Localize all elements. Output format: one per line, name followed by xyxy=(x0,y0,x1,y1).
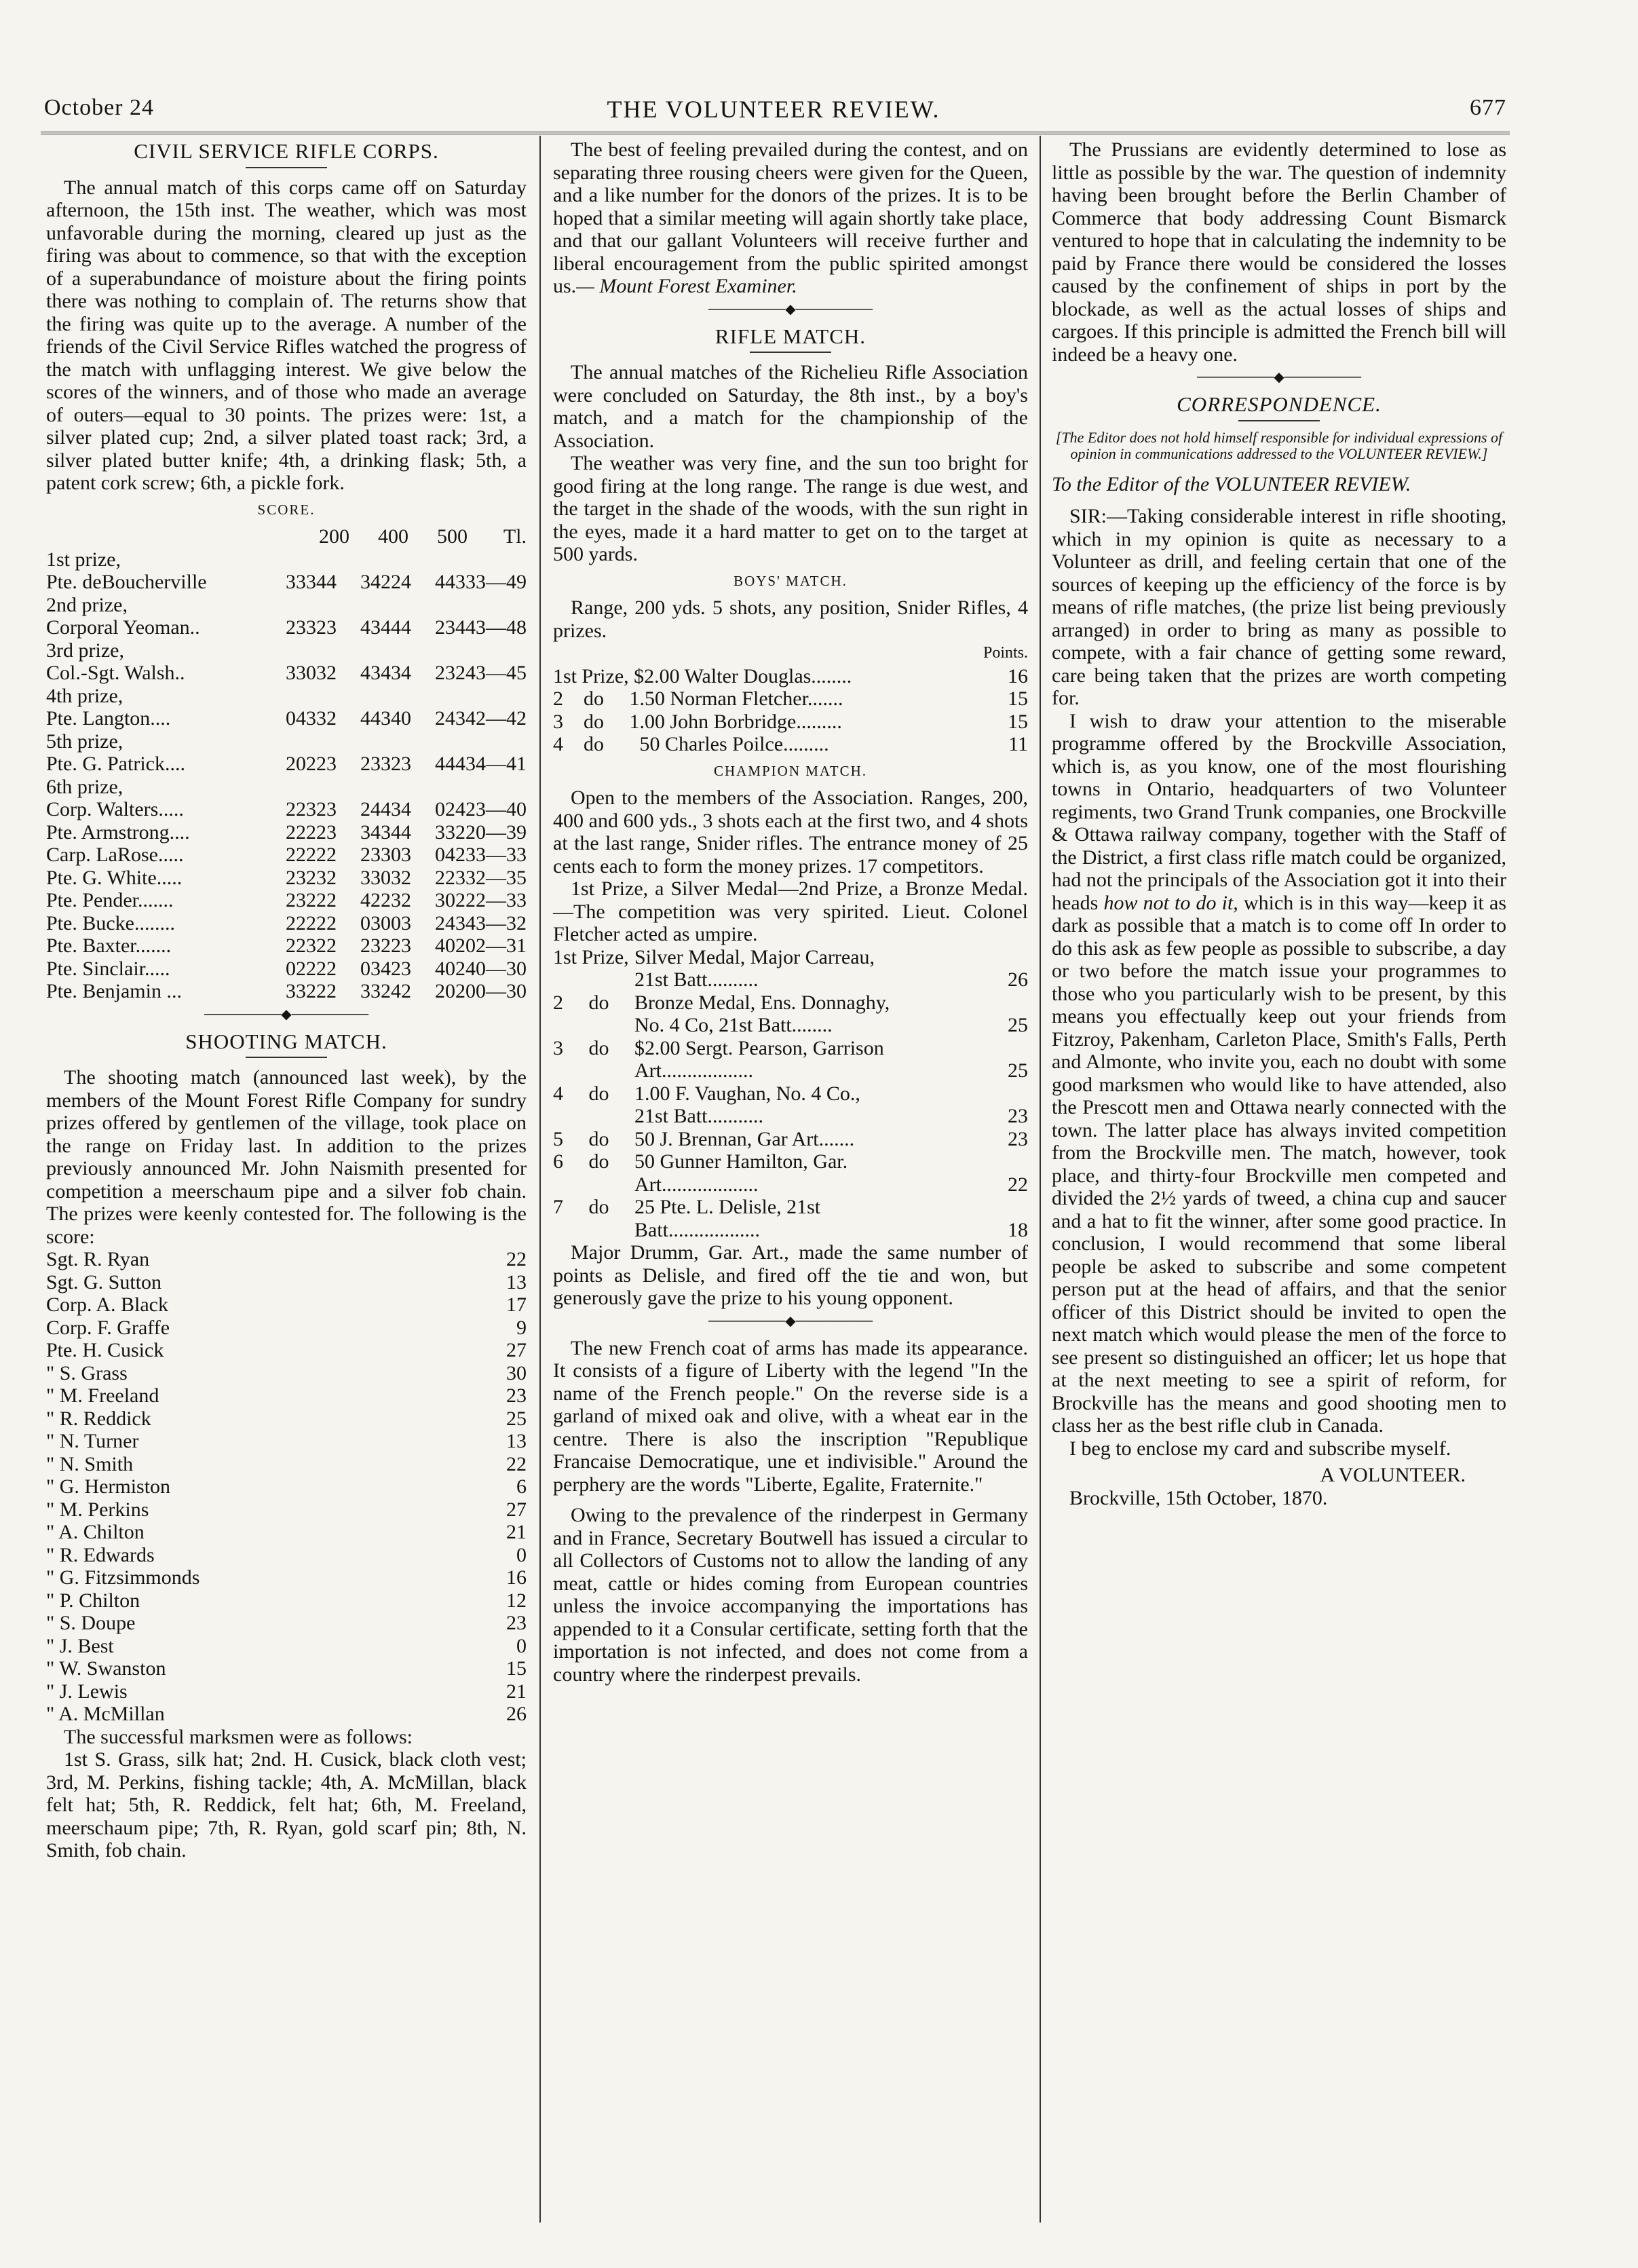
shooter-name: Sgt. R. Ryan xyxy=(46,1248,150,1270)
score-500-total: 33220—39 xyxy=(435,820,527,844)
header-rule xyxy=(41,132,1510,134)
shooter-name: Pte. Benjamin ... xyxy=(46,980,182,1002)
shooter-name: Pte. G. Patrick.... xyxy=(46,753,185,775)
list-item xyxy=(46,1339,527,1362)
prize-place: 2 do xyxy=(553,991,609,1014)
prize-label: 5th prize, xyxy=(46,730,123,753)
column-2 xyxy=(553,138,1028,1686)
heading-rule xyxy=(246,1057,327,1058)
shooter-name: " G. Hermiston xyxy=(46,1475,171,1498)
score-row xyxy=(46,753,527,776)
shooter-name: " A. Chilton xyxy=(46,1521,145,1543)
shooter-name: " A. McMillan xyxy=(46,1703,165,1725)
score-500-total: 23443—48 xyxy=(435,616,527,639)
shooter-name: " J. Best xyxy=(46,1634,114,1657)
score-500-total: 20200—30 xyxy=(435,980,527,1002)
list-item xyxy=(46,1453,527,1476)
score-row xyxy=(46,798,527,821)
shooter-name: " S. Grass xyxy=(46,1361,128,1384)
list-item xyxy=(46,1566,527,1589)
list-item xyxy=(46,1362,527,1385)
score-200: 33222 xyxy=(286,980,337,1002)
shooter-name: Pte. H. Cusick xyxy=(46,1339,164,1361)
prize-row xyxy=(553,665,1028,688)
shooter-name: " M. Freeland xyxy=(46,1384,159,1407)
prize-text: Silver Medal, Major Carreau, 21st Batt.......... xyxy=(634,945,875,991)
prize-points: 26 xyxy=(1008,968,1028,991)
article-paragraph: The shooting match (announced last week), by the members of the Mount Forest Rifle Company for sundry prizes offered by gentlemen of the village, took place on the range on Friday last. In addition to the prizes previously announced Mr. John Naismith presented for competition a meerschaum pipe and a silver fob chain. The prizes were keenly contested for. The following is the score: xyxy=(46,1066,527,1248)
shooter-name: " R. Edwards xyxy=(46,1543,155,1566)
paragraph-text: which is in this way—keep it as dark as possible that a match is to come off In order to do this ask as few people as possible to subscribe, a day or two before the match issue your programmes to those who you particularly wish to be present, by this means you effectually keep out your friends from Fitzroy, Pakenham, Carleton Place, Smith's Falls, Perth and Almonte, who invite you, each no doubt with some good marksmen who would like to have attended, also the Prescott men and Ottawa nearly connected with the town. The latter place has always invited competition from the Brockville men. The match, however, took place, and thirty-four Brockville men competed and divided the 2½ yards of tweed, a china cup and saucer and a hat to fit the winner, after some good practice. In conclusion, I would recommend that some liberal people be asked to subscribe and some competent person put at the head of affairs, and that the senior officer of this District should be invited to open the next match which would please the men of the force to see present so distinguished an officer; let us hope that at the next meeting to see a spirit of reform, for Brockville has the means and good shooting men to class her as the best rifle club in Canada. xyxy=(1052,891,1506,1437)
prize-label: 3rd prize, xyxy=(46,639,124,662)
score-row xyxy=(46,821,527,844)
shooter-name: " P. Chilton xyxy=(46,1589,140,1612)
list-item xyxy=(46,1248,527,1271)
points-label: Points. xyxy=(983,644,1028,662)
shooter-name: Pte. Baxter....... xyxy=(46,934,172,957)
column-header: Tl. xyxy=(503,525,527,548)
heading-rule xyxy=(246,167,327,168)
list-item xyxy=(46,1498,527,1522)
subheading: CHAMPION MATCH. xyxy=(713,762,868,779)
issue-date: October 24 xyxy=(44,95,155,120)
prize-text: 25 Pte. L. Delisle, 21st Batt.................. xyxy=(634,1196,821,1241)
list-item xyxy=(46,1384,527,1407)
score-500-total: 44434—41 xyxy=(435,753,527,775)
prize-points: 11 xyxy=(1008,733,1028,755)
page-number: 677 xyxy=(1470,95,1506,120)
section-ornament: ────────◆──────── xyxy=(708,1313,873,1329)
prize-points: 25 xyxy=(1008,1014,1028,1036)
prize-place: 6 do xyxy=(553,1150,609,1173)
letter-paragraph: SIR:—Taking considerable interest in rifle shooting, which in my opinion is quite as necessary to a Volunteer as drill, and feeling certain that one of the sources of keeping up the efficiency of the force is by means of rifle matches, (the prize list being previously arranged) in order to bring as many as possible to compete, with a fair chance of getting some reward, care being taken that the prizes are worth competing for. xyxy=(1052,505,1506,709)
score-500-total: 44333—49 xyxy=(435,571,527,593)
shooter-score: 6 xyxy=(516,1475,527,1498)
prize-place: 5 do xyxy=(553,1127,609,1150)
score-400: 23223 xyxy=(360,934,411,957)
prize-points: 25 xyxy=(1008,1059,1028,1082)
prize-place: 7 do xyxy=(553,1196,609,1218)
column-header: 200 xyxy=(319,525,349,548)
article-heading: CIVIL SERVICE RIFLE CORPS. xyxy=(134,139,439,163)
article-paragraph xyxy=(553,138,1028,298)
prize-text: 50 J. Brennan, Gar Art....... xyxy=(634,1127,855,1150)
prize-place: 4 do xyxy=(553,1082,609,1105)
score-500-total: 40240—30 xyxy=(435,957,527,980)
article-paragraph: The new French coat of arms has made its appearance. It consists of a figure of Liberty with the legend "In the name of the French people." On the reverse side is a garland of mixed oak and olive, with a wheat ear in the centre. There is also the inscription "Republique Francaise Democratique, une et indivisible." Around the perphery are the words "Liberte, Egalite, Fraternite." xyxy=(553,1336,1028,1496)
score-400: 03003 xyxy=(360,911,411,934)
score-200: 23222 xyxy=(286,889,337,911)
source-credit: — Mount Forest Examiner. xyxy=(576,275,797,297)
article-paragraph: The Prussians are evidently determined to lose as little as possible by the war. The question of indemnity having been brought before the Berlin Chamber of Commerce that body addressing Count Bismarck ventured to hope that in calculating the indemnity to be paid by France there would be considered the losses caused by the confinement of ships in port by the blockade, as well as the actual losses of ships and cargoes. If this principle is admitted the French bill will indeed be a heavy one. xyxy=(1052,138,1506,366)
score-200: 22323 xyxy=(286,798,337,820)
list-item xyxy=(46,1703,527,1726)
score-500-total: 22332—35 xyxy=(435,866,527,889)
list-item xyxy=(46,1635,527,1658)
shooter-score: 0 xyxy=(516,1634,527,1657)
article-heading: SHOOTING MATCH. xyxy=(185,1029,387,1053)
article-paragraph: The weather was very fine, and the sun too bright for good firing at the long range. The range is due west, and the target in the shade of the woods, with the sun right in the eyes, made it a hard matter to get on to the target at 500 yards. xyxy=(553,452,1028,565)
prize-row xyxy=(553,1082,1028,1128)
shooter-name: Corporal Yeoman.. xyxy=(46,616,200,639)
champion-prize-list xyxy=(553,946,1028,1242)
prize-label: 1st prize, xyxy=(46,548,121,571)
shooter-name: Pte. G. White..... xyxy=(46,866,183,889)
shooter-name: Pte. Sinclair..... xyxy=(46,957,170,980)
list-item xyxy=(46,1589,527,1612)
score-200: 20223 xyxy=(286,753,337,775)
score-500-total: 24343—32 xyxy=(435,911,527,934)
score-200: 22322 xyxy=(286,934,337,957)
shooter-name: " W. Swanston xyxy=(46,1657,166,1680)
shooter-name: Pte. Langton.... xyxy=(46,707,171,730)
shooter-score: 17 xyxy=(506,1293,527,1316)
score-200: 22223 xyxy=(286,820,337,844)
list-item xyxy=(46,1680,527,1703)
column-header: 500 xyxy=(437,525,468,548)
page-header xyxy=(41,95,1506,133)
score-200: 22222 xyxy=(286,844,337,866)
signature: A VOLUNTEER. xyxy=(1320,1464,1466,1486)
shooter-name: Pte. deBoucherville xyxy=(46,571,207,593)
shooter-score: 26 xyxy=(506,1703,527,1725)
score-row xyxy=(46,867,527,890)
column-header: 400 xyxy=(378,525,408,548)
score-column-headers xyxy=(46,525,527,548)
prize-text: $2.00 Sergt. Pearson, Garrison Art.................. xyxy=(634,1036,884,1082)
list-item xyxy=(46,1317,527,1340)
list-item xyxy=(46,1271,527,1294)
shooter-name: Pte. Bucke........ xyxy=(46,911,175,934)
boys-prize-list xyxy=(553,665,1028,756)
list-item xyxy=(46,1612,527,1635)
column-divider xyxy=(539,136,541,2223)
article-paragraph: 1st Prize, a Silver Medal—2nd Prize, a Bronze Medal.—The competition was very spirited. Lieut. Colonel Fletcher acted as umpire. xyxy=(553,877,1028,945)
prize-points: 23 xyxy=(1008,1127,1028,1150)
score-200: 33032 xyxy=(286,662,337,684)
score-400: 43434 xyxy=(360,662,411,684)
score-400: 43444 xyxy=(360,616,411,639)
shooter-score: 21 xyxy=(506,1521,527,1543)
score-row xyxy=(46,889,527,912)
score-400: 33242 xyxy=(360,980,411,1002)
article-paragraph: The annual match of this corps came off on Saturday afternoon, the 15th inst. The weather, which was most unfavorable during the morning, cleared up just as the firing was about to commence, so that with the exception of a superabundance of moisture about the firing points there was nothing to complain of. The returns show that the firing was quite up to the average. A number of the friends of the Civil Service Rifles watched the progress of the match with unflagging interest. We give below the scores of the winners, and of those who made an average of outers—equal to 30 points. The prizes were: 1st, a silver plated cup; 2nd, a silver plated toast rack; 3rd, a silver plated butter knife; 4th, a drinking flask; 5th, a patent cork screw; 6th, a pickle fork. xyxy=(46,176,527,494)
salutation: To the Editor of the VOLUNTEER REVIEW. xyxy=(1052,472,1411,495)
heading-rule xyxy=(1238,420,1320,421)
score-row xyxy=(46,980,527,1003)
shooter-name: " N. Smith xyxy=(46,1452,134,1475)
shooter-name: Corp. Walters..... xyxy=(46,798,184,820)
prize-row xyxy=(553,711,1028,734)
prize-points: 22 xyxy=(1008,1173,1028,1196)
list-item xyxy=(46,1430,527,1453)
score-500-total: 02423—40 xyxy=(435,798,527,820)
subheading: BOYS' MATCH. xyxy=(734,572,847,589)
column-3 xyxy=(1052,138,1506,1509)
shooter-score: 21 xyxy=(506,1680,527,1703)
prize-place: 1st Prize, xyxy=(553,945,629,968)
score-400: 23303 xyxy=(360,844,411,866)
column-1 xyxy=(46,138,527,1862)
prize-label: 2nd prize, xyxy=(46,593,128,616)
prize-row xyxy=(553,946,1028,991)
shooter-score: 9 xyxy=(516,1316,527,1339)
newspaper-title: THE VOLUNTEER REVIEW. xyxy=(607,96,940,123)
shooter-score: 23 xyxy=(506,1612,527,1634)
list-item xyxy=(46,1657,527,1680)
shooter-name: " R. Reddick xyxy=(46,1407,151,1430)
shooting-score-list xyxy=(46,1248,527,1726)
prize-points: 23 xyxy=(1008,1105,1028,1127)
prize-text: 1.00 F. Vaughan, No. 4 Co., 21st Batt........... xyxy=(634,1082,860,1127)
score-400: 44340 xyxy=(360,707,411,730)
score-500-total: 23243—45 xyxy=(435,662,527,684)
heading-rule xyxy=(750,352,831,353)
list-item xyxy=(46,1407,527,1431)
list-item xyxy=(46,1544,527,1567)
section-ornament: ────────◆──────── xyxy=(204,1006,369,1022)
prize-row xyxy=(553,991,1028,1037)
column-divider xyxy=(1040,136,1041,2223)
prize-points: 15 xyxy=(1008,710,1028,733)
score-200: 04332 xyxy=(286,707,337,730)
score-200: 23232 xyxy=(286,866,337,889)
prize-row xyxy=(553,1150,1028,1196)
prize-row xyxy=(553,1037,1028,1082)
shooter-score: 30 xyxy=(506,1361,527,1384)
prize-points: 16 xyxy=(1008,664,1028,687)
dateline: Brockville, 15th October, 1870. xyxy=(1069,1486,1328,1509)
letter-paragraph: I beg to enclose my card and subscribe myself. xyxy=(1069,1437,1451,1460)
article-heading: RIFLE MATCH. xyxy=(715,324,866,348)
list-item xyxy=(46,1521,527,1544)
prize-points: 18 xyxy=(1008,1218,1028,1241)
prize-label: 6th prize, xyxy=(46,775,123,798)
shooter-name: " N. Turner xyxy=(46,1430,139,1452)
score-400: 03423 xyxy=(360,957,411,980)
score-200: 22222 xyxy=(286,911,337,934)
prize-text: 4 do 50 Charles Poilce......... xyxy=(553,733,829,755)
prize-text: 2 do 1.50 Norman Fletcher....... xyxy=(553,687,843,710)
prize-row xyxy=(553,687,1028,711)
score-400: 34344 xyxy=(360,820,411,844)
prize-place: 3 do xyxy=(553,1036,609,1059)
letter-paragraph xyxy=(1052,710,1506,1437)
prize-label: 4th prize, xyxy=(46,684,123,707)
score-table xyxy=(46,548,527,1003)
score-400: 33032 xyxy=(360,866,411,889)
article-heading: CORRESPONDENCE. xyxy=(1177,392,1382,416)
score-row xyxy=(46,912,527,935)
shooter-score: 22 xyxy=(506,1248,527,1270)
prize-row xyxy=(553,1128,1028,1151)
score-500-total: 40202—31 xyxy=(435,934,527,957)
section-ornament: ────────◆──────── xyxy=(708,301,873,317)
score-500-total: 24342—42 xyxy=(435,707,527,730)
shooter-score: 27 xyxy=(506,1498,527,1521)
score-400: 42232 xyxy=(360,889,411,911)
shooter-name: " M. Perkins xyxy=(46,1498,149,1521)
paragraph-text: The best of feeling prevailed during the contest, and on separating three rousing cheers were given for the Queen, and a like number for the donors of the prizes. It is to be hoped that a similar meeting will again shortly take place, and that our gallant Volunteers will receive further and liberal encouragement from the public spirited amongst us. xyxy=(553,138,1028,297)
prize-text: 1st Prize, $2.00 Walter Douglas........ xyxy=(553,664,852,687)
article-paragraph: The annual matches of the Richelieu Rifle Association were concluded on Saturday, the 8th inst., by a boy's match, and a match for the championship of the Association. xyxy=(553,361,1028,452)
shooter-name: Corp. F. Graffe xyxy=(46,1316,170,1339)
editor-note: [The Editor does not hold himself responsible for individual expressions of opinion in communications addressed to the VOLUNTEER REVIEW.] xyxy=(1055,428,1503,462)
article-paragraph: 1st S. Grass, silk hat; 2nd. H. Cusick, black cloth vest; 3rd, M. Perkins, fishing tackle; 4th, A. McMillan, black felt hat; 5th, R. Reddick, felt hat; 6th, M. Freeland, meerschaum pipe; 7th, R. Ryan, gold scarf pin; 8th, N. Smith, fob chain. xyxy=(46,1748,527,1861)
prize-text: 50 Gunner Hamilton, Gar. Art................... xyxy=(634,1150,848,1196)
shooter-name: Corp. A. Black xyxy=(46,1293,168,1316)
shooter-name: " J. Lewis xyxy=(46,1680,128,1703)
shooter-score: 22 xyxy=(506,1452,527,1475)
score-400: 24434 xyxy=(360,798,411,820)
prize-row xyxy=(553,733,1028,756)
score-row xyxy=(46,707,527,730)
score-row xyxy=(46,662,527,685)
italic-phrase: how not to do it, xyxy=(1103,891,1238,914)
score-row xyxy=(46,616,527,639)
prize-points: 15 xyxy=(1008,687,1028,710)
prize-text: Bronze Medal, Ens. Donnaghy, No. 4 Co, 21st Batt........ xyxy=(634,991,890,1036)
article-paragraph: Range, 200 yds. 5 shots, any position, Snider Rifles, 4 prizes. xyxy=(553,597,1028,642)
shooter-name: Sgt. G. Sutton xyxy=(46,1270,162,1293)
score-200: 33344 xyxy=(286,571,337,593)
paragraph-text: I wish to draw your attention to the miserable programme offered by the Brockville Association, which is, as you know, one of the most flourishing towns in Ontario, headquarters of two Volunteer regiments, two Grand Trunk companies, one Brockville & Ottawa railway company, together with the Staff of the District, a first class rifle match could be organized, had not the principals of the Association got it into their heads xyxy=(1052,709,1506,914)
shooter-score: 16 xyxy=(506,1566,527,1589)
score-row xyxy=(46,844,527,867)
shooter-score: 13 xyxy=(506,1430,527,1452)
article-paragraph: Owing to the prevalence of the rinderpest in Germany and in France, Secretary Boutwell has issued a circular to all Collectors of Customs not to allow the landing of any meat, cattle or hides coming from European countries unless the invoice accompanying the importations has appended to it a Consular certificate, setting forth that the importation is not infected, and does not come from a country where the rinderpest prevails. xyxy=(553,1504,1028,1686)
prize-text: 3 do 1.00 John Borbridge......... xyxy=(553,710,842,733)
shooter-name: Carp. LaRose..... xyxy=(46,844,184,866)
shooter-score: 0 xyxy=(516,1543,527,1566)
shooter-score: 13 xyxy=(506,1270,527,1293)
score-200: 23323 xyxy=(286,616,337,639)
score-row xyxy=(46,958,527,981)
shooter-name: Col.-Sgt. Walsh.. xyxy=(46,662,185,684)
article-paragraph: The successful marksmen were as follows: xyxy=(64,1725,413,1748)
section-ornament: ────────◆──────── xyxy=(1196,370,1362,385)
shooter-score: 15 xyxy=(506,1657,527,1680)
list-item xyxy=(46,1293,527,1317)
article-paragraph: Open to the members of the Association. Ranges, 200, 400 and 600 yds., 3 shots each at the first two, and 4 shots at the last range, Snider rifles. The entrance money of 25 cents each to form the money prizes. 17 competitors. xyxy=(553,787,1028,877)
list-item xyxy=(46,1475,527,1498)
score-row xyxy=(46,934,527,958)
score-500-total: 30222—33 xyxy=(435,889,527,911)
article-paragraph: Major Drumm, Gar. Art., made the same number of points as Delisle, and fired off the tie and won, but generously gave the prize to his young opponent. xyxy=(553,1241,1028,1309)
shooter-score: 12 xyxy=(506,1589,527,1612)
shooter-name: " S. Doupe xyxy=(46,1612,136,1634)
shooter-name: Pte. Pender....... xyxy=(46,889,174,911)
shooter-name: " G. Fitzsimmonds xyxy=(46,1566,200,1589)
score-label: SCORE. xyxy=(257,501,316,518)
shooter-score: 23 xyxy=(506,1384,527,1407)
score-200: 02222 xyxy=(286,957,337,980)
score-400: 34224 xyxy=(360,571,411,593)
shooter-score: 25 xyxy=(506,1407,527,1430)
score-500-total: 04233—33 xyxy=(435,844,527,866)
score-400: 23323 xyxy=(360,753,411,775)
shooter-score: 27 xyxy=(506,1339,527,1361)
shooter-name: Pte. Armstrong.... xyxy=(46,820,190,844)
prize-row xyxy=(553,1196,1028,1241)
score-row xyxy=(46,571,527,594)
